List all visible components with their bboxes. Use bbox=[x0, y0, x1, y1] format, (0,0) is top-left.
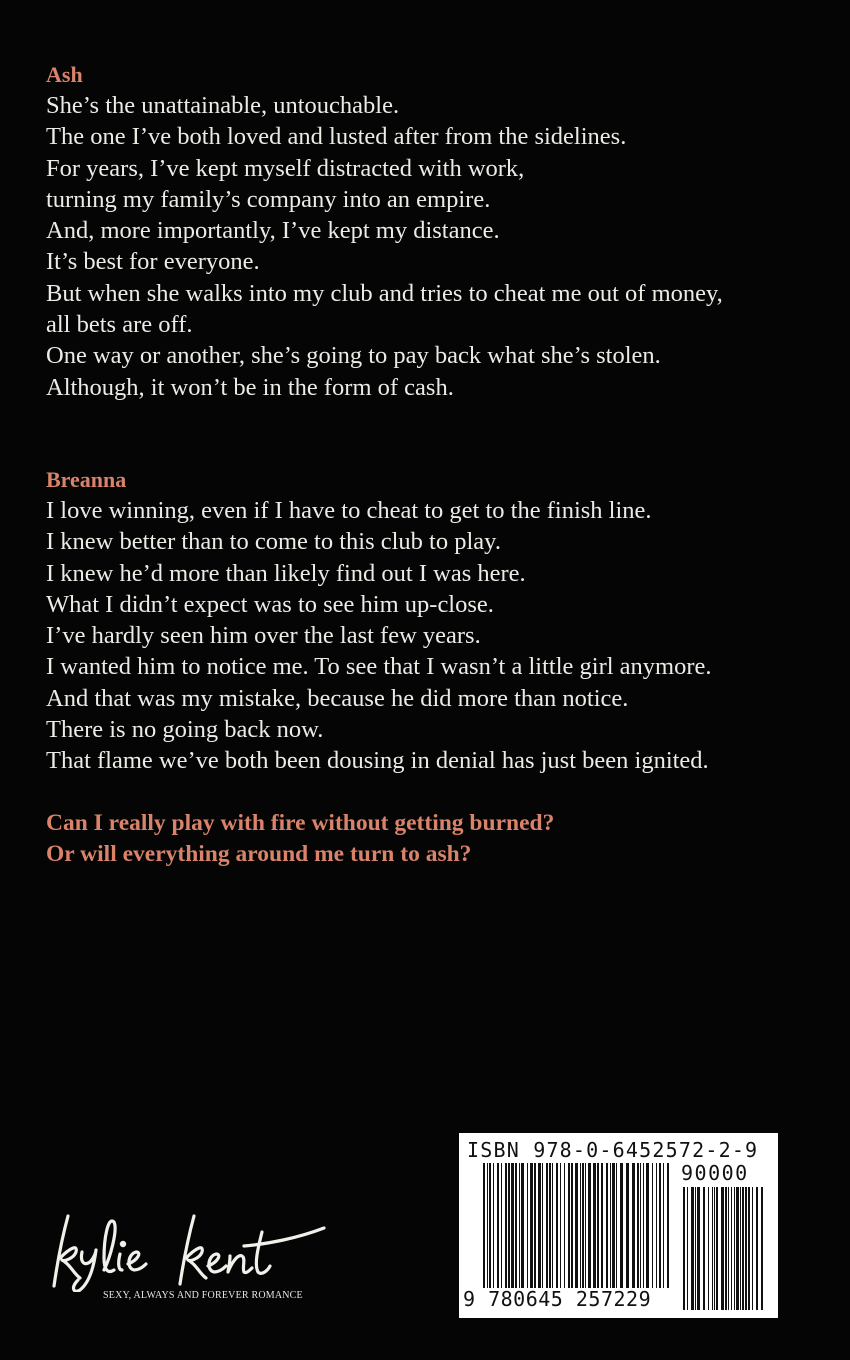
breanna-blurb bbox=[46, 464, 826, 777]
breanna-line: I’ve hardly seen him over the last few years. bbox=[46, 622, 481, 650]
tagline-line: Can I really play with fire without getting burned? bbox=[46, 810, 555, 836]
breanna-line: There is no going back now. bbox=[46, 716, 324, 744]
ash-line: For years, I’ve kept myself distracted with work, bbox=[46, 154, 525, 182]
ash-line: The one I’ve both loved and lusted after from the sidelines. bbox=[46, 123, 627, 151]
logo-tagline: SEXY, ALWAYS AND FOREVER ROMANCE bbox=[103, 1290, 303, 1301]
ash-blurb bbox=[46, 59, 826, 403]
ash-heading: Ash bbox=[46, 62, 83, 87]
ean-digits: 9 780645 257229 bbox=[463, 1287, 652, 1311]
breanna-line: And that was my mistake, because he did more than notice. bbox=[46, 684, 629, 712]
isbn-number: ISBN 978-0-6452572-2-9 bbox=[467, 1138, 759, 1162]
ash-line: She’s the unattainable, untouchable. bbox=[46, 92, 400, 119]
ash-line: all bets are off. bbox=[46, 311, 193, 339]
isbn-barcode bbox=[459, 1133, 778, 1318]
ash-line: But when she walks into my club and tries to cheat me out of money, bbox=[46, 279, 723, 307]
breanna-line: I love winning, even if I have to cheat to get to the finish line. bbox=[46, 497, 652, 524]
breanna-line: I wanted him to notice me. To see that I wasn’t a little girl anymore. bbox=[46, 653, 712, 681]
author-logo bbox=[48, 1208, 348, 1308]
breanna-line: What I didn’t expect was to see him up-close. bbox=[46, 590, 494, 618]
ash-line: Although, it won’t be in the form of cash. bbox=[46, 373, 454, 401]
breanna-line: I knew he’d more than likely find out I was here. bbox=[46, 559, 526, 587]
ash-line: It’s best for everyone. bbox=[46, 248, 260, 276]
ash-line: And, more importantly, I’ve kept my distance. bbox=[46, 217, 500, 245]
tagline-line: Or will everything around me turn to ash? bbox=[46, 841, 472, 867]
breanna-line: That flame we’ve both been dousing in denial has just been ignited. bbox=[46, 747, 709, 775]
kylie-kent-wordmark bbox=[48, 1208, 348, 1292]
breanna-line: I knew better than to come to this club to play. bbox=[46, 528, 501, 556]
price-addon: 90000 bbox=[681, 1161, 749, 1185]
breanna-heading: Breanna bbox=[46, 467, 127, 492]
ash-line: One way or another, she’s going to pay back what she’s stolen. bbox=[46, 342, 661, 370]
tagline bbox=[46, 808, 826, 870]
ash-line: turning my family’s company into an empire. bbox=[46, 185, 491, 213]
